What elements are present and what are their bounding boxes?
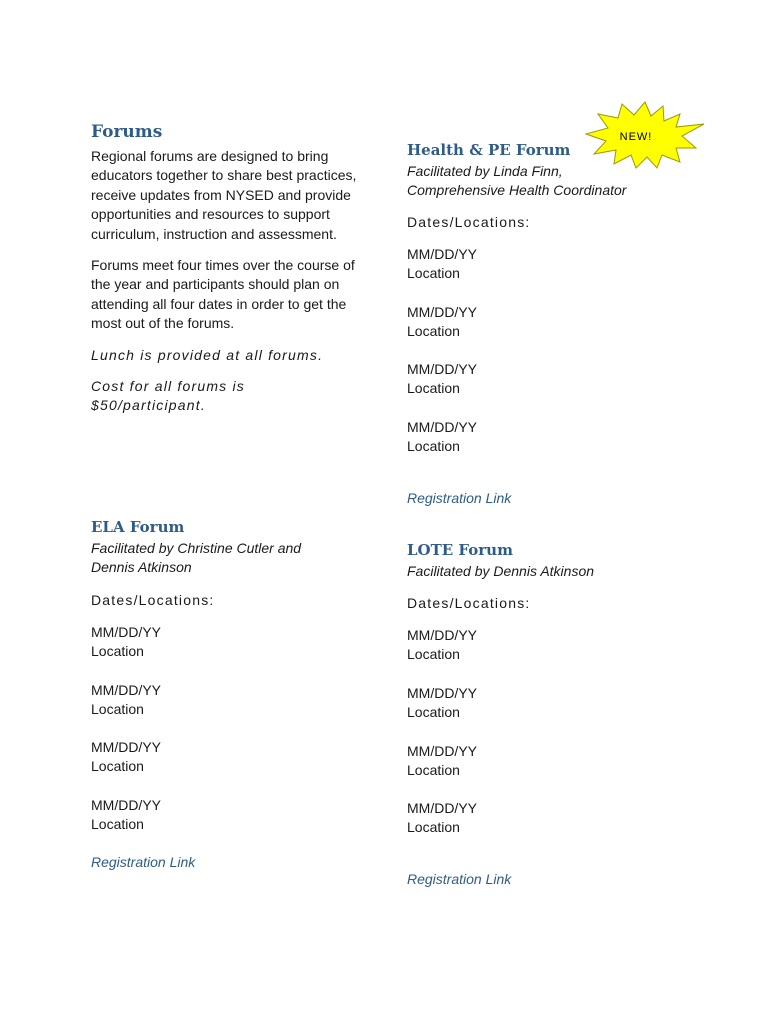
forums-cost-line1: Cost for all forums is <box>91 378 245 395</box>
ela-facilitator <box>91 539 301 578</box>
forums-section <box>91 121 371 416</box>
ela-facilitator-line1: Facilitated by Christine Cutler and <box>91 540 302 556</box>
health-facilitator-line1: Facilitated by Linda Finn, <box>407 163 563 179</box>
health-entry-date: MM/DD/YY <box>407 361 477 377</box>
lote-registration-link[interactable]: Registration Link <box>407 871 512 887</box>
health-entry-date: MM/DD/YY <box>407 246 477 262</box>
health-registration-link[interactable]: Registration Link <box>407 490 512 506</box>
lote-entry-date: MM/DD/YY <box>407 685 477 701</box>
ela-entry-4 <box>91 796 161 835</box>
new-badge-label: NEW! <box>619 131 653 143</box>
lote-entry-date: MM/DD/YY <box>407 627 477 643</box>
health-entry-location: Location <box>407 438 460 455</box>
ela-entry-date: MM/DD/YY <box>91 624 161 640</box>
lote-entry-2 <box>407 684 477 723</box>
lote-dates-label: Dates/Locations: <box>407 595 531 611</box>
lote-facilitator: Facilitated by Dennis Atkinson <box>407 563 595 579</box>
ela-registration-link[interactable]: Registration Link <box>91 854 196 870</box>
forums-cost-line2: $50/participant. <box>91 397 206 414</box>
ela-facilitator-line2: Dennis Atkinson <box>91 559 192 576</box>
new-badge <box>584 100 706 170</box>
health-forum-title: Health & PE Forum <box>407 141 571 159</box>
forums-cost <box>91 377 371 416</box>
health-dates-label: Dates/Locations: <box>407 214 531 230</box>
ela-entry-location: Location <box>91 758 144 775</box>
ela-forum-title: ELA Forum <box>91 518 185 536</box>
ela-entry-1 <box>91 623 161 662</box>
ela-entry-date: MM/DD/YY <box>91 739 161 755</box>
ela-entry-location: Location <box>91 816 144 833</box>
lote-entry-4 <box>407 799 477 838</box>
lote-entry-location: Location <box>407 819 460 836</box>
lote-forum-title: LOTE Forum <box>407 541 513 559</box>
lote-entry-date: MM/DD/YY <box>407 800 477 816</box>
forums-schedule: Forums meet four times over the course of the year and participants should plan on attending all four dates in order to get the most out of the forums. <box>91 257 355 332</box>
health-entry-date: MM/DD/YY <box>407 419 477 435</box>
ela-forum-section <box>91 517 391 877</box>
health-entry-date: MM/DD/YY <box>407 304 477 320</box>
health-entry-location: Location <box>407 323 460 340</box>
health-facilitator-line2: Comprehensive Health Coordinator <box>407 182 627 199</box>
forums-title: Forums <box>91 122 163 142</box>
lote-entry-location: Location <box>407 646 460 663</box>
ela-entry-date: MM/DD/YY <box>91 797 161 813</box>
forums-lunch: Lunch is provided at all forums. <box>91 346 324 363</box>
ela-entry-location: Location <box>91 701 144 718</box>
lote-entry-location: Location <box>407 762 460 779</box>
health-forum-section <box>407 140 707 510</box>
ela-entry-2 <box>91 681 161 720</box>
health-entry-3 <box>407 360 477 399</box>
health-entry-2 <box>407 303 477 342</box>
ela-entry-location: Location <box>91 643 144 660</box>
lote-entry-location: Location <box>407 704 460 721</box>
ela-dates-label: Dates/Locations: <box>91 592 215 608</box>
ela-entry-3 <box>91 738 161 777</box>
ela-entry-date: MM/DD/YY <box>91 682 161 698</box>
health-entry-4 <box>407 418 477 457</box>
lote-entry-3 <box>407 742 477 781</box>
forums-intro: Regional forums are designed to bring educators together to share best practices, receive updates from NYSED and provide opportunities and resources to support curriculum, instruction and assessment. <box>91 148 357 242</box>
lote-entry-date: MM/DD/YY <box>407 743 477 759</box>
health-entry-location: Location <box>407 265 460 282</box>
starburst-icon <box>584 100 706 170</box>
health-entry-location: Location <box>407 380 460 397</box>
lote-entry-1 <box>407 626 477 665</box>
health-entry-1 <box>407 245 477 284</box>
lote-forum-section <box>407 540 707 900</box>
